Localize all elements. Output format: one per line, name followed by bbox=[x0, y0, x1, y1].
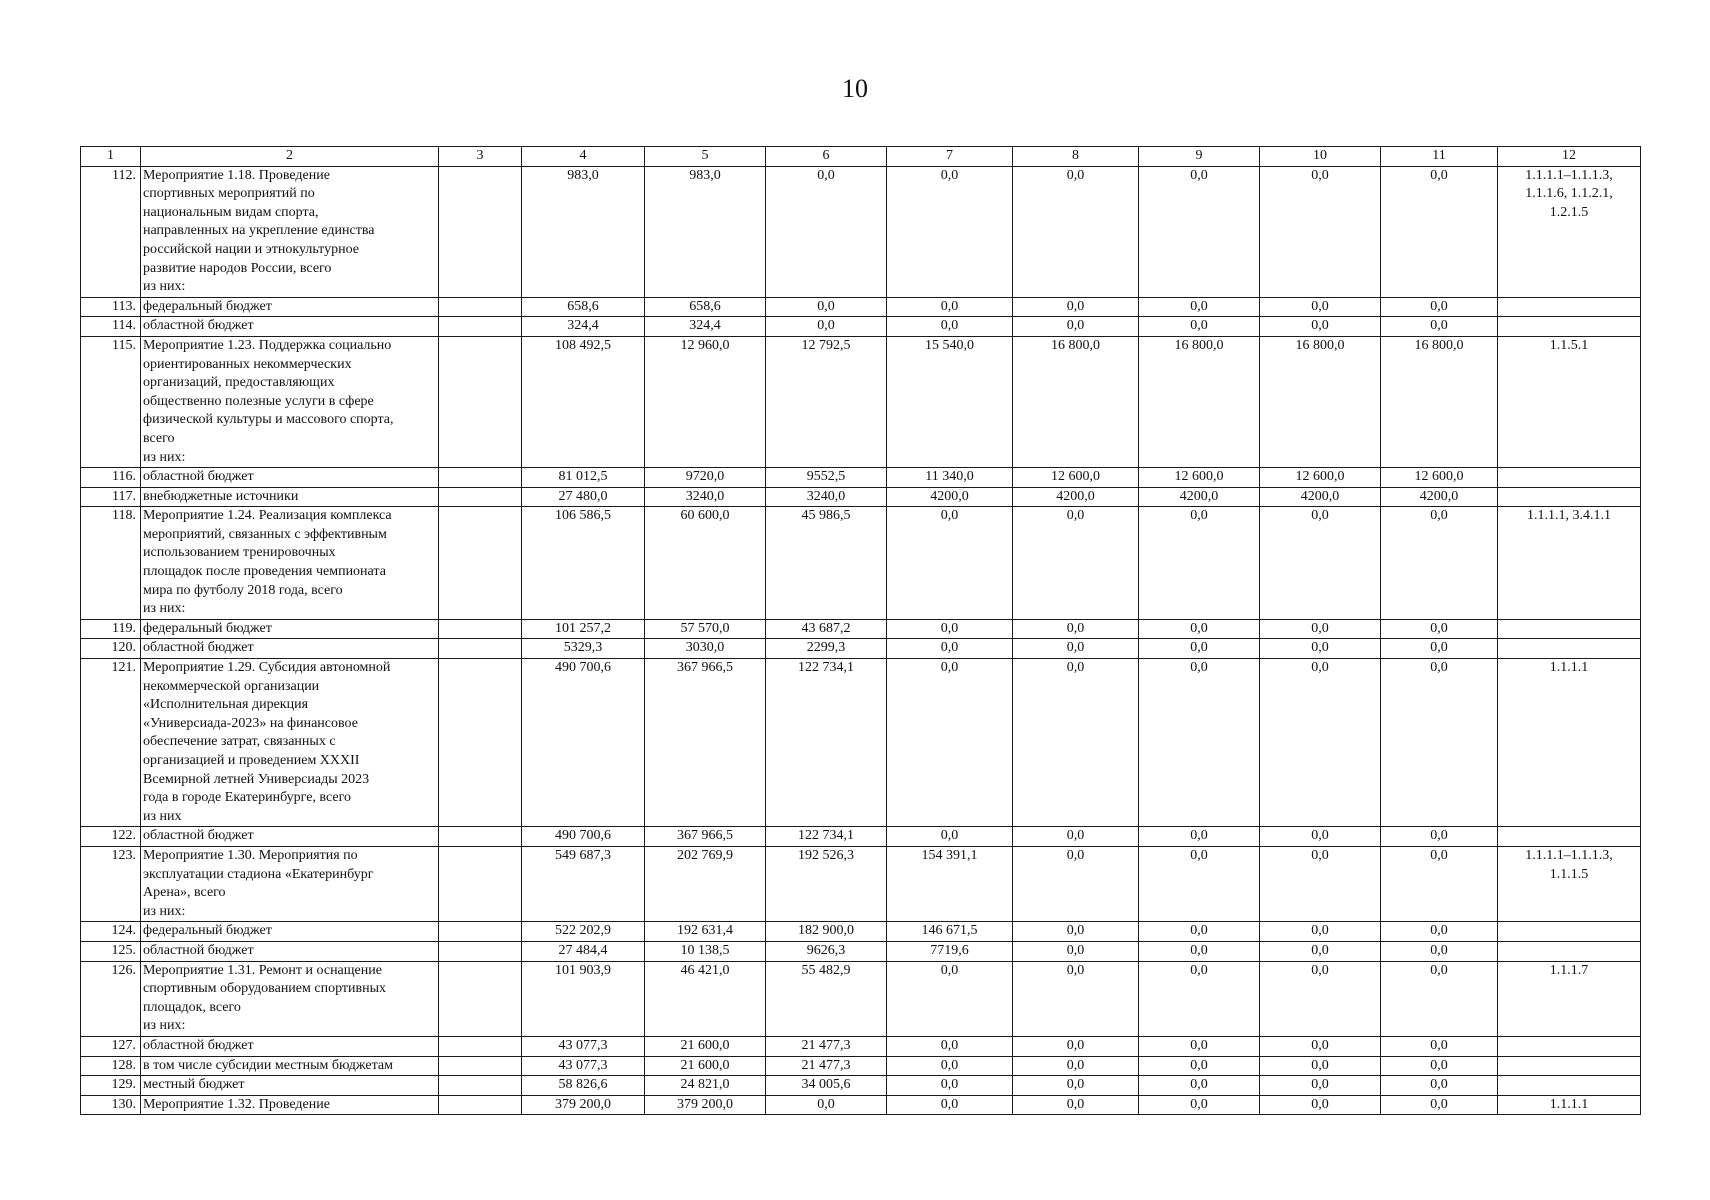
column-3-cell bbox=[439, 507, 522, 620]
amount-cell: 3240,0 bbox=[766, 487, 887, 507]
column-number-cell: 9 bbox=[1139, 147, 1260, 167]
table-body bbox=[81, 147, 1641, 1115]
amount-cell: 0,0 bbox=[887, 619, 1013, 639]
target-indicators bbox=[1498, 1036, 1641, 1056]
column-number-cell: 12 bbox=[1498, 147, 1641, 167]
amount-cell: 490 700,6 bbox=[522, 827, 645, 847]
amount-cell: 24 821,0 bbox=[645, 1076, 766, 1096]
amount-cell: 0,0 bbox=[887, 1036, 1013, 1056]
amount-cell: 154 391,1 bbox=[887, 846, 1013, 921]
amount-cell: 0,0 bbox=[1381, 639, 1498, 659]
amount-cell: 0,0 bbox=[1013, 659, 1139, 827]
target-indicators bbox=[1498, 468, 1641, 488]
target-indicators bbox=[1498, 317, 1641, 337]
event-name: федеральный бюджет bbox=[141, 619, 439, 639]
amount-cell: 0,0 bbox=[1260, 166, 1381, 297]
amount-cell: 192 526,3 bbox=[766, 846, 887, 921]
amount-cell: 0,0 bbox=[1013, 297, 1139, 317]
row-number: 127. bbox=[81, 1036, 141, 1056]
amount-cell: 0,0 bbox=[1013, 846, 1139, 921]
amount-cell: 0,0 bbox=[1139, 1095, 1260, 1115]
row-number: 128. bbox=[81, 1056, 141, 1076]
amount-cell: 9720,0 bbox=[645, 468, 766, 488]
table-row bbox=[81, 487, 1641, 507]
column-number-cell: 8 bbox=[1013, 147, 1139, 167]
amount-cell: 7719,6 bbox=[887, 941, 1013, 961]
amount-cell: 983,0 bbox=[522, 166, 645, 297]
amount-cell: 27 484,4 bbox=[522, 941, 645, 961]
amount-cell: 0,0 bbox=[1013, 1095, 1139, 1115]
event-name: областной бюджет bbox=[141, 941, 439, 961]
amount-cell: 122 734,1 bbox=[766, 659, 887, 827]
amount-cell: 16 800,0 bbox=[1260, 336, 1381, 467]
amount-cell: 0,0 bbox=[1260, 1036, 1381, 1056]
amount-cell: 0,0 bbox=[1139, 941, 1260, 961]
amount-cell: 0,0 bbox=[1013, 1076, 1139, 1096]
event-name: Мероприятие 1.23. Поддержка социально ориентированных некоммерческих организаций, предоставляющих общественно полезные услуги в сфере физической культуры и массового спорта, всего из них: bbox=[141, 336, 439, 467]
row-number: 126. bbox=[81, 961, 141, 1036]
target-indicators: 1.1.1.1–1.1.1.3, 1.1.1.5 bbox=[1498, 846, 1641, 921]
row-number: 129. bbox=[81, 1076, 141, 1096]
amount-cell: 21 600,0 bbox=[645, 1036, 766, 1056]
amount-cell: 12 960,0 bbox=[645, 336, 766, 467]
amount-cell: 60 600,0 bbox=[645, 507, 766, 620]
amount-cell: 12 600,0 bbox=[1139, 468, 1260, 488]
column-3-cell bbox=[439, 1076, 522, 1096]
column-3-cell bbox=[439, 1056, 522, 1076]
table-row bbox=[81, 468, 1641, 488]
row-number: 121. bbox=[81, 659, 141, 827]
column-3-cell bbox=[439, 941, 522, 961]
amount-cell: 45 986,5 bbox=[766, 507, 887, 620]
amount-cell: 324,4 bbox=[645, 317, 766, 337]
amount-cell: 549 687,3 bbox=[522, 846, 645, 921]
amount-cell: 0,0 bbox=[1013, 941, 1139, 961]
event-name: областной бюджет bbox=[141, 639, 439, 659]
amount-cell: 983,0 bbox=[645, 166, 766, 297]
amount-cell: 0,0 bbox=[1381, 507, 1498, 620]
target-indicators bbox=[1498, 922, 1641, 942]
row-number: 125. bbox=[81, 941, 141, 961]
row-number: 114. bbox=[81, 317, 141, 337]
amount-cell: 0,0 bbox=[1139, 639, 1260, 659]
event-name: Мероприятие 1.29. Субсидия автономной некоммерческой организации «Исполнительная дирекция «Универсиада-2023» на финансовое обеспечение затрат, связанных с организацией и проведением XXXII Всемирной летней Универсиады 2023 года в городе Екатеринбурге, всего из них bbox=[141, 659, 439, 827]
amount-cell: 0,0 bbox=[1381, 1036, 1498, 1056]
amount-cell: 15 540,0 bbox=[887, 336, 1013, 467]
amount-cell: 0,0 bbox=[1139, 659, 1260, 827]
amount-cell: 58 826,6 bbox=[522, 1076, 645, 1096]
amount-cell: 0,0 bbox=[1139, 507, 1260, 620]
column-3-cell bbox=[439, 317, 522, 337]
table-row bbox=[81, 846, 1641, 921]
column-3-cell bbox=[439, 846, 522, 921]
amount-cell: 101 903,9 bbox=[522, 961, 645, 1036]
amount-cell: 34 005,6 bbox=[766, 1076, 887, 1096]
amount-cell: 0,0 bbox=[887, 297, 1013, 317]
amount-cell: 4200,0 bbox=[1139, 487, 1260, 507]
amount-cell: 0,0 bbox=[1013, 317, 1139, 337]
target-indicators bbox=[1498, 639, 1641, 659]
amount-cell: 0,0 bbox=[766, 317, 887, 337]
amount-cell: 0,0 bbox=[1013, 639, 1139, 659]
table-row bbox=[81, 507, 1641, 620]
column-3-cell bbox=[439, 619, 522, 639]
amount-cell: 0,0 bbox=[1139, 1076, 1260, 1096]
amount-cell: 0,0 bbox=[766, 1095, 887, 1115]
amount-cell: 21 600,0 bbox=[645, 1056, 766, 1076]
row-number: 118. bbox=[81, 507, 141, 620]
column-3-cell bbox=[439, 827, 522, 847]
row-number: 122. bbox=[81, 827, 141, 847]
amount-cell: 522 202,9 bbox=[522, 922, 645, 942]
column-3-cell bbox=[439, 336, 522, 467]
amount-cell: 0,0 bbox=[1260, 659, 1381, 827]
event-name: Мероприятие 1.18. Проведение спортивных мероприятий по национальным видам спорта, направленных на укрепление единства российской нации и этнокультурное развитие народов России, всего из них: bbox=[141, 166, 439, 297]
amount-cell: 0,0 bbox=[1139, 961, 1260, 1036]
event-name: в том числе субсидии местным бюджетам bbox=[141, 1056, 439, 1076]
column-3-cell bbox=[439, 961, 522, 1036]
row-number: 115. bbox=[81, 336, 141, 467]
amount-cell: 0,0 bbox=[1013, 922, 1139, 942]
amount-cell: 21 477,3 bbox=[766, 1056, 887, 1076]
table-row bbox=[81, 827, 1641, 847]
target-indicators: 1.1.1.7 bbox=[1498, 961, 1641, 1036]
amount-cell: 0,0 bbox=[1381, 297, 1498, 317]
amount-cell: 0,0 bbox=[1381, 317, 1498, 337]
amount-cell: 0,0 bbox=[1139, 846, 1260, 921]
amount-cell: 46 421,0 bbox=[645, 961, 766, 1036]
amount-cell: 658,6 bbox=[522, 297, 645, 317]
target-indicators bbox=[1498, 827, 1641, 847]
event-name: Мероприятие 1.31. Ремонт и оснащение спортивным оборудованием спортивных площадок, всего из них: bbox=[141, 961, 439, 1036]
amount-cell: 658,6 bbox=[645, 297, 766, 317]
amount-cell: 55 482,9 bbox=[766, 961, 887, 1036]
row-number: 116. bbox=[81, 468, 141, 488]
table-row bbox=[81, 317, 1641, 337]
amount-cell: 490 700,6 bbox=[522, 659, 645, 827]
column-3-cell bbox=[439, 1095, 522, 1115]
event-name: областной бюджет bbox=[141, 468, 439, 488]
target-indicators: 1.1.1.1 bbox=[1498, 1095, 1641, 1115]
amount-cell: 21 477,3 bbox=[766, 1036, 887, 1056]
amount-cell: 0,0 bbox=[887, 1076, 1013, 1096]
target-indicators: 1.1.5.1 bbox=[1498, 336, 1641, 467]
amount-cell: 0,0 bbox=[1139, 297, 1260, 317]
amount-cell: 27 480,0 bbox=[522, 487, 645, 507]
amount-cell: 0,0 bbox=[1260, 1056, 1381, 1076]
event-name: областной бюджет bbox=[141, 317, 439, 337]
amount-cell: 324,4 bbox=[522, 317, 645, 337]
target-indicators: 1.1.1.1, 3.4.1.1 bbox=[1498, 507, 1641, 620]
amount-cell: 0,0 bbox=[1139, 1036, 1260, 1056]
amount-cell: 202 769,9 bbox=[645, 846, 766, 921]
target-indicators: 1.1.1.1–1.1.1.3, 1.1.1.6, 1.1.2.1, 1.2.1.5 bbox=[1498, 166, 1641, 297]
amount-cell: 43 077,3 bbox=[522, 1036, 645, 1056]
amount-cell: 0,0 bbox=[887, 1095, 1013, 1115]
amount-cell: 0,0 bbox=[1260, 317, 1381, 337]
amount-cell: 0,0 bbox=[1260, 639, 1381, 659]
amount-cell: 379 200,0 bbox=[645, 1095, 766, 1115]
target-indicators: 1.1.1.1 bbox=[1498, 659, 1641, 827]
column-3-cell bbox=[439, 1036, 522, 1056]
amount-cell: 57 570,0 bbox=[645, 619, 766, 639]
amount-cell: 0,0 bbox=[1381, 846, 1498, 921]
amount-cell: 379 200,0 bbox=[522, 1095, 645, 1115]
amount-cell: 5329,3 bbox=[522, 639, 645, 659]
amount-cell: 0,0 bbox=[887, 659, 1013, 827]
amount-cell: 43 077,3 bbox=[522, 1056, 645, 1076]
amount-cell: 0,0 bbox=[1381, 1076, 1498, 1096]
event-name: федеральный бюджет bbox=[141, 922, 439, 942]
column-3-cell bbox=[439, 659, 522, 827]
table-row bbox=[81, 1036, 1641, 1056]
amount-cell: 0,0 bbox=[1260, 507, 1381, 620]
table-row bbox=[81, 1095, 1641, 1115]
target-indicators bbox=[1498, 1076, 1641, 1096]
row-number: 112. bbox=[81, 166, 141, 297]
column-number-cell: 10 bbox=[1260, 147, 1381, 167]
column-3-cell bbox=[439, 166, 522, 297]
target-indicators bbox=[1498, 487, 1641, 507]
target-indicators bbox=[1498, 619, 1641, 639]
column-number-row bbox=[81, 147, 1641, 167]
amount-cell: 11 340,0 bbox=[887, 468, 1013, 488]
event-name: местный бюджет bbox=[141, 1076, 439, 1096]
amount-cell: 0,0 bbox=[1260, 846, 1381, 921]
amount-cell: 0,0 bbox=[1381, 827, 1498, 847]
amount-cell: 0,0 bbox=[1013, 1056, 1139, 1076]
row-number: 123. bbox=[81, 846, 141, 921]
amount-cell: 0,0 bbox=[1381, 619, 1498, 639]
amount-cell: 0,0 bbox=[1260, 961, 1381, 1036]
program-events-table bbox=[80, 146, 1641, 1115]
amount-cell: 16 800,0 bbox=[1013, 336, 1139, 467]
event-name: Мероприятие 1.30. Мероприятия по эксплуатации стадиона «Екатеринбург Арена», всего из них: bbox=[141, 846, 439, 921]
amount-cell: 12 600,0 bbox=[1260, 468, 1381, 488]
table-row bbox=[81, 941, 1641, 961]
amount-cell: 0,0 bbox=[1260, 827, 1381, 847]
amount-cell: 0,0 bbox=[1260, 1095, 1381, 1115]
amount-cell: 4200,0 bbox=[1260, 487, 1381, 507]
amount-cell: 108 492,5 bbox=[522, 336, 645, 467]
row-number: 119. bbox=[81, 619, 141, 639]
amount-cell: 0,0 bbox=[1381, 961, 1498, 1036]
amount-cell: 0,0 bbox=[1139, 922, 1260, 942]
amount-cell: 0,0 bbox=[1013, 619, 1139, 639]
page-number: 10 bbox=[842, 74, 868, 103]
row-number: 124. bbox=[81, 922, 141, 942]
amount-cell: 0,0 bbox=[1381, 1095, 1498, 1115]
amount-cell: 0,0 bbox=[766, 166, 887, 297]
amount-cell: 106 586,5 bbox=[522, 507, 645, 620]
column-3-cell bbox=[439, 639, 522, 659]
amount-cell: 0,0 bbox=[887, 639, 1013, 659]
amount-cell: 146 671,5 bbox=[887, 922, 1013, 942]
amount-cell: 12 600,0 bbox=[1013, 468, 1139, 488]
amount-cell: 16 800,0 bbox=[1139, 336, 1260, 467]
amount-cell: 367 966,5 bbox=[645, 827, 766, 847]
amount-cell: 0,0 bbox=[1139, 827, 1260, 847]
amount-cell: 9552,5 bbox=[766, 468, 887, 488]
column-3-cell bbox=[439, 487, 522, 507]
amount-cell: 0,0 bbox=[1381, 659, 1498, 827]
amount-cell: 16 800,0 bbox=[1381, 336, 1498, 467]
amount-cell: 0,0 bbox=[1381, 166, 1498, 297]
row-number: 120. bbox=[81, 639, 141, 659]
amount-cell: 9626,3 bbox=[766, 941, 887, 961]
amount-cell: 0,0 bbox=[1013, 507, 1139, 620]
column-number-cell: 5 bbox=[645, 147, 766, 167]
amount-cell: 81 012,5 bbox=[522, 468, 645, 488]
column-number-cell: 4 bbox=[522, 147, 645, 167]
table-row bbox=[81, 297, 1641, 317]
target-indicators bbox=[1498, 941, 1641, 961]
amount-cell: 0,0 bbox=[1381, 941, 1498, 961]
amount-cell: 101 257,2 bbox=[522, 619, 645, 639]
amount-cell: 0,0 bbox=[1013, 166, 1139, 297]
event-name: областной бюджет bbox=[141, 827, 439, 847]
amount-cell: 367 966,5 bbox=[645, 659, 766, 827]
amount-cell: 43 687,2 bbox=[766, 619, 887, 639]
amount-cell: 0,0 bbox=[887, 317, 1013, 337]
amount-cell: 3030,0 bbox=[645, 639, 766, 659]
column-number-cell: 3 bbox=[439, 147, 522, 167]
table-row bbox=[81, 336, 1641, 467]
amount-cell: 0,0 bbox=[1260, 619, 1381, 639]
table-row bbox=[81, 639, 1641, 659]
amount-cell: 0,0 bbox=[887, 166, 1013, 297]
amount-cell: 4200,0 bbox=[887, 487, 1013, 507]
amount-cell: 0,0 bbox=[1013, 1036, 1139, 1056]
amount-cell: 182 900,0 bbox=[766, 922, 887, 942]
amount-cell: 10 138,5 bbox=[645, 941, 766, 961]
row-number: 117. bbox=[81, 487, 141, 507]
amount-cell: 0,0 bbox=[887, 827, 1013, 847]
amount-cell: 0,0 bbox=[887, 507, 1013, 620]
table-row bbox=[81, 1076, 1641, 1096]
amount-cell: 0,0 bbox=[1139, 317, 1260, 337]
amount-cell: 0,0 bbox=[1260, 941, 1381, 961]
amount-cell: 0,0 bbox=[1139, 619, 1260, 639]
table-row bbox=[81, 922, 1641, 942]
amount-cell: 12 792,5 bbox=[766, 336, 887, 467]
amount-cell: 2299,3 bbox=[766, 639, 887, 659]
amount-cell: 3240,0 bbox=[645, 487, 766, 507]
amount-cell: 0,0 bbox=[1381, 1056, 1498, 1076]
table-row bbox=[81, 619, 1641, 639]
target-indicators bbox=[1498, 1056, 1641, 1076]
column-number-cell: 1 bbox=[81, 147, 141, 167]
amount-cell: 0,0 bbox=[1260, 297, 1381, 317]
amount-cell: 0,0 bbox=[887, 961, 1013, 1036]
event-name: Мероприятие 1.32. Проведение bbox=[141, 1095, 439, 1115]
column-3-cell bbox=[439, 922, 522, 942]
table-row bbox=[81, 166, 1641, 297]
amount-cell: 12 600,0 bbox=[1381, 468, 1498, 488]
amount-cell: 0,0 bbox=[1139, 1056, 1260, 1076]
amount-cell: 0,0 bbox=[766, 297, 887, 317]
amount-cell: 0,0 bbox=[887, 1056, 1013, 1076]
amount-cell: 4200,0 bbox=[1013, 487, 1139, 507]
column-number-cell: 11 bbox=[1381, 147, 1498, 167]
amount-cell: 0,0 bbox=[1260, 1076, 1381, 1096]
amount-cell: 4200,0 bbox=[1381, 487, 1498, 507]
amount-cell: 0,0 bbox=[1260, 922, 1381, 942]
column-3-cell bbox=[439, 468, 522, 488]
amount-cell: 192 631,4 bbox=[645, 922, 766, 942]
amount-cell: 0,0 bbox=[1381, 922, 1498, 942]
target-indicators bbox=[1498, 297, 1641, 317]
row-number: 130. bbox=[81, 1095, 141, 1115]
table-row bbox=[81, 659, 1641, 827]
column-number-cell: 6 bbox=[766, 147, 887, 167]
amount-cell: 0,0 bbox=[1139, 166, 1260, 297]
column-3-cell bbox=[439, 297, 522, 317]
event-name: Мероприятие 1.24. Реализация комплекса мероприятий, связанных с эффективным использованием тренировочных площадок после проведения чемпионата мира по футболу 2018 года, всего из них: bbox=[141, 507, 439, 620]
amount-cell: 0,0 bbox=[1013, 961, 1139, 1036]
event-name: федеральный бюджет bbox=[141, 297, 439, 317]
column-number-cell: 2 bbox=[141, 147, 439, 167]
amount-cell: 122 734,1 bbox=[766, 827, 887, 847]
table-row bbox=[81, 961, 1641, 1036]
amount-cell: 0,0 bbox=[1013, 827, 1139, 847]
event-name: внебюджетные источники bbox=[141, 487, 439, 507]
event-name: областной бюджет bbox=[141, 1036, 439, 1056]
column-number-cell: 7 bbox=[887, 147, 1013, 167]
table-row bbox=[81, 1056, 1641, 1076]
row-number: 113. bbox=[81, 297, 141, 317]
